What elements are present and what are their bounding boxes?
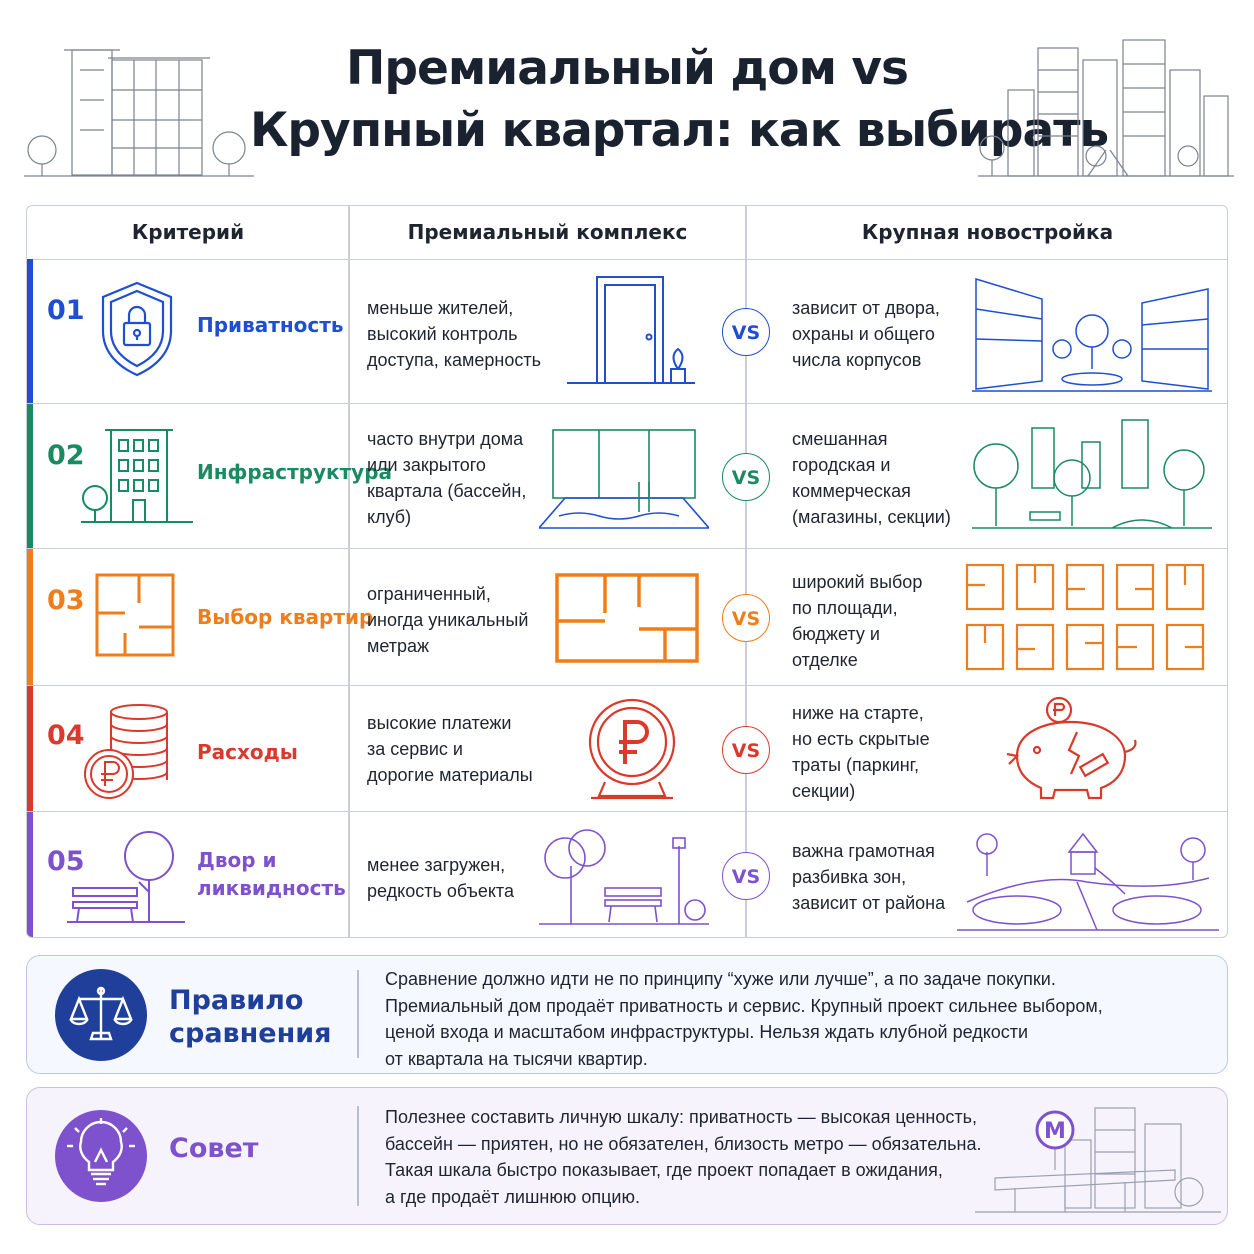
bench-lamp-icon [539, 826, 709, 930]
tip-text [385, 1104, 981, 1210]
large-cell-text [792, 700, 930, 804]
row-number: 04 [47, 720, 85, 751]
floorplan-icon [95, 573, 175, 657]
table-row-infrastructure [27, 404, 1227, 549]
coins-ruble-icon [83, 702, 173, 802]
ruble-coin-icon [575, 696, 689, 804]
text-line: коммерческая [792, 481, 911, 501]
panel-divider [357, 970, 359, 1058]
row-number: 05 [47, 846, 85, 877]
text-line: клуб) [367, 507, 412, 527]
table-row-yard [27, 812, 1227, 938]
row-number: 02 [47, 440, 85, 471]
title-line-2: Крупный квартал: как выбирать [250, 103, 1109, 158]
text-line: меньше жителей, [367, 298, 514, 318]
criterion-label: Приватность [197, 313, 344, 337]
page-title [250, 38, 1109, 162]
premium-building-sketch-icon [24, 30, 254, 180]
text-line: бассейн — приятен, но не обязателен, близость метро — обязательна. [385, 1133, 982, 1154]
panel-divider [357, 1106, 359, 1206]
door-icon [567, 273, 697, 389]
text-line: важна грамотная [792, 841, 935, 861]
label-line: Двор и [197, 848, 277, 872]
vs-badge: VS [722, 852, 770, 900]
text-line: или закрытого [367, 455, 486, 475]
table-row-privacy [27, 259, 1227, 404]
row-accent [27, 404, 33, 548]
floorplan-grid-icon [965, 563, 1209, 673]
comparison-rule-panel [26, 955, 1228, 1074]
tip-panel [26, 1087, 1228, 1225]
text-line: (магазины, секции) [792, 507, 951, 527]
large-cell-text [792, 295, 940, 373]
text-line: часто внутри дома [367, 429, 524, 449]
rule-text [385, 966, 1103, 1072]
lightbulb-icon [55, 1110, 147, 1202]
text-line: ценой входа и масштабом инфраструктуры. Нельзя ждать клубной редкости [385, 1022, 1029, 1042]
text-line: менее загружен, [367, 855, 506, 875]
park-icon [972, 416, 1212, 536]
large-cell-text [792, 569, 922, 673]
text-line: высокие платежи [367, 713, 512, 733]
text-line: иногда уникальный [367, 610, 529, 630]
text-line: редкость объекта [367, 881, 514, 901]
text-line: ограниченный, [367, 584, 491, 604]
vs-badge: VS [722, 453, 770, 501]
row-accent [27, 686, 33, 811]
premium-cell-text [367, 581, 528, 659]
row-number: 01 [47, 295, 85, 326]
header-premium: Премиальный комплекс [407, 220, 688, 244]
label-line: ликвидность [197, 876, 346, 900]
criterion-label [197, 846, 346, 902]
criterion-label: Выбор квартир [197, 605, 374, 629]
text-line: метраж [367, 636, 430, 656]
text-line: траты (паркинг, [792, 755, 920, 775]
text-line: городская и [792, 455, 891, 475]
tip-title: Совет [169, 1133, 259, 1164]
bench-tree-icon [67, 826, 185, 926]
floorplan-icon [555, 573, 699, 663]
text-line: секции) [792, 781, 856, 801]
header-large: Крупная новостройка [861, 220, 1114, 244]
shield-lock-icon [99, 279, 175, 379]
rule-title [169, 984, 332, 1050]
text-line: числа корпусов [792, 350, 922, 370]
row-number: 03 [47, 585, 85, 616]
text-line: доступа, камерность [367, 350, 541, 370]
text-line: широкий выбор [792, 572, 923, 592]
text-line: отделке [792, 650, 858, 670]
text-line: разбивка зон, [792, 867, 907, 887]
text-line: от квартала на тысячи квартир. [385, 1048, 648, 1069]
title-line: Правило [169, 985, 304, 1016]
large-cell-text [792, 838, 945, 916]
metro-station-sketch-icon [975, 1100, 1221, 1220]
playground-icon [957, 822, 1219, 934]
text-line: но есть скрытые [792, 729, 930, 749]
header [0, 0, 1254, 200]
text-line: по площади, [792, 598, 898, 618]
row-accent [27, 549, 33, 685]
vs-badge: VS [722, 308, 770, 356]
vs-badge: VS [722, 726, 770, 774]
text-line: ниже на старте, [792, 703, 924, 723]
criterion-label: Инфраструктура [197, 460, 393, 484]
courtyard-icon [972, 269, 1212, 395]
text-line: Полезнее составить личную шкалу: приватность — высокая ценность, [385, 1107, 977, 1127]
piggy-bank-icon [997, 692, 1147, 804]
premium-cell-text [367, 295, 541, 373]
text-line: зависит от двора, [792, 298, 940, 318]
text-line: Такая шкала быстро показывает, где проект попадает в ожидания, [385, 1160, 943, 1180]
premium-cell-text [367, 710, 533, 788]
vs-badge: VS [722, 594, 770, 642]
title-line: сравнения [169, 1018, 332, 1049]
row-accent [27, 812, 33, 938]
text-line: квартала (бассейн, [367, 481, 527, 501]
text-line: Премиальный дом продаёт приватность и сервис. Крупный проект сильнее выбором, [385, 995, 1103, 1016]
scales-icon [55, 969, 147, 1061]
premium-cell-text [367, 426, 526, 530]
comparison-table [26, 205, 1228, 938]
table-row-apartments [27, 549, 1227, 686]
premium-cell-text [367, 852, 514, 904]
text-line: высокий контроль [367, 324, 518, 344]
text-line: зависит от района [792, 893, 946, 913]
text-line: охраны и общего [792, 324, 935, 344]
header-criterion: Критерий [131, 220, 245, 244]
building-icon [81, 424, 193, 528]
text-line: за сервис и [367, 739, 463, 759]
criterion-label: Расходы [197, 740, 298, 764]
table-header [27, 206, 1227, 260]
table-row-costs [27, 686, 1227, 812]
text-line: смешанная [792, 429, 888, 449]
text-line: а где продаёт лишнюю опцию. [385, 1186, 640, 1207]
large-cell-text [792, 426, 951, 530]
text-line: дорогие материалы [367, 765, 533, 785]
title-line-1: Премиальный дом vs [346, 41, 908, 96]
metro-letter: М [1044, 1119, 1066, 1144]
row-accent [27, 259, 33, 403]
text-line: бюджету и [792, 624, 880, 644]
pool-icon [539, 422, 709, 534]
text-line: Сравнение должно идти не по принципу “хуже или лучше”, а по задаче покупки. [385, 969, 1056, 989]
city-district-sketch-icon [978, 30, 1234, 180]
